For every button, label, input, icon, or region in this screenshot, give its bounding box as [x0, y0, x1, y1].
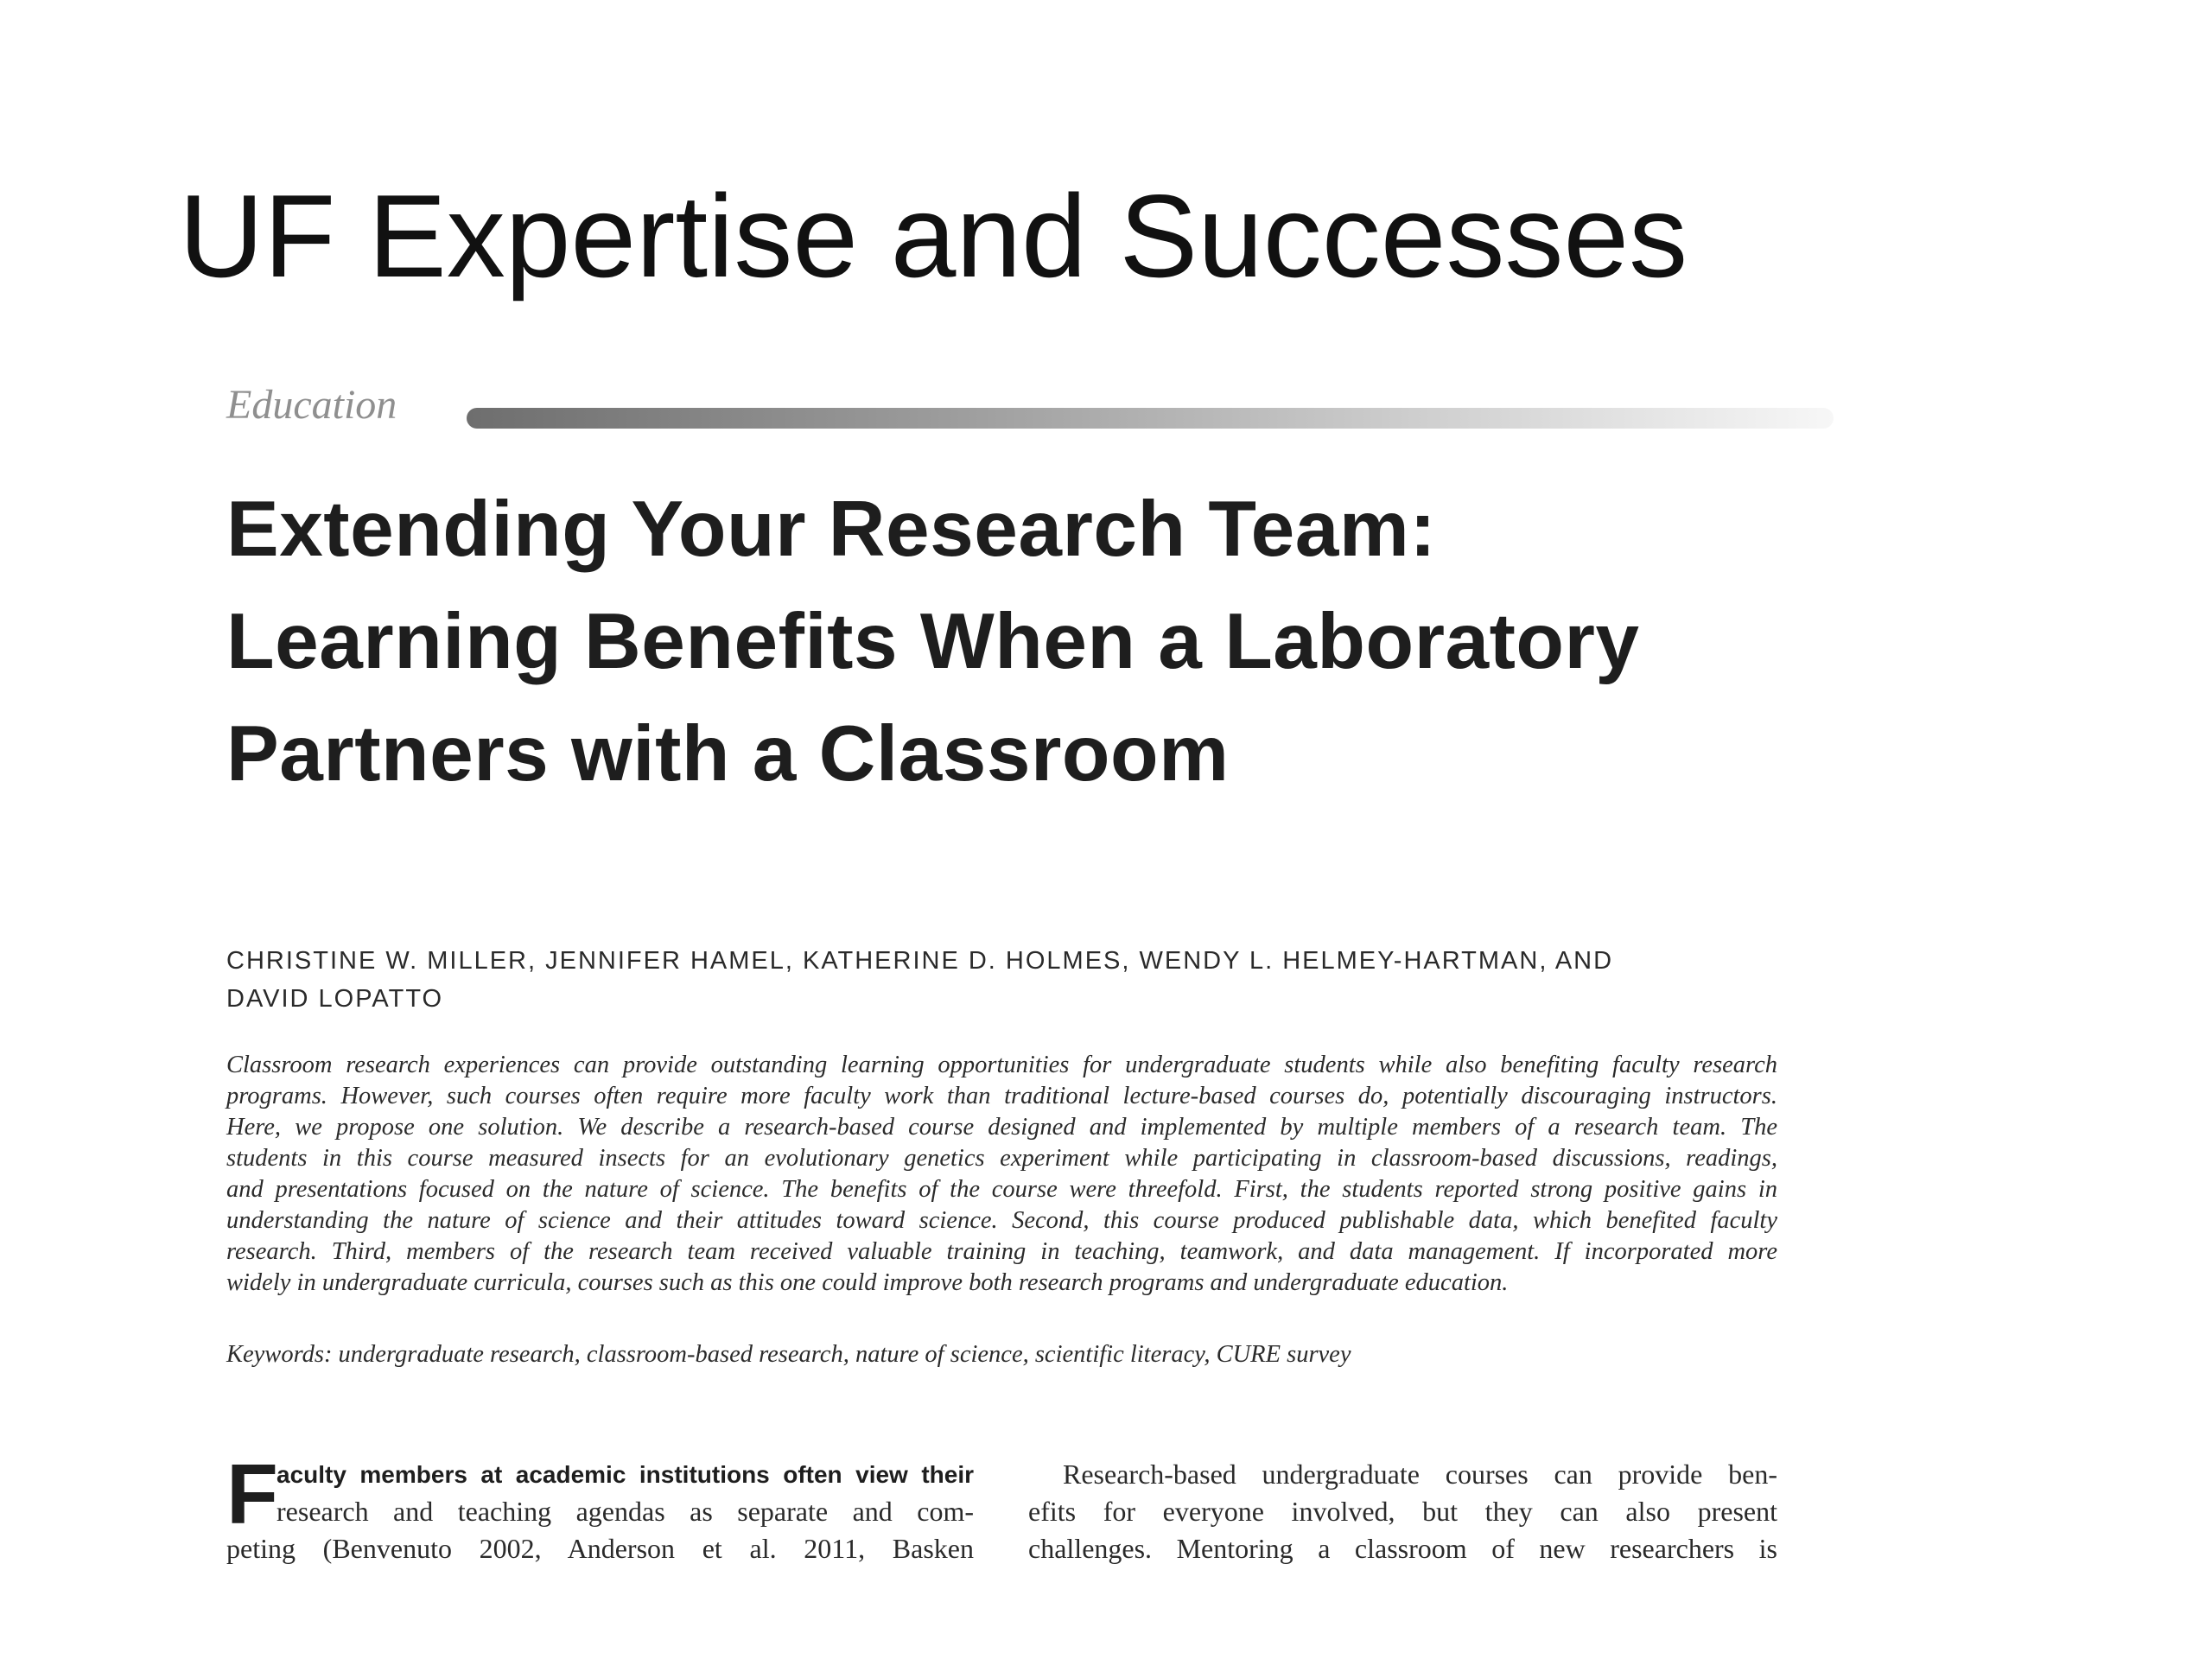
section-divider-bar — [467, 408, 1834, 429]
abstract-line: Classroom research experiences can provide outstanding learning opportunities for undergraduate students while also benefiting faculty research — [226, 1052, 1777, 1078]
section-label: Education — [226, 382, 397, 428]
author-list — [226, 942, 1834, 1018]
paper-page-image — [226, 372, 1834, 1564]
author-line: CHRISTINE W. MILLER, JENNIFER HAMEL, KATHERINE D. HOLMES, WENDY L. HELMEY-HARTMAN, AND — [226, 947, 1614, 975]
abstract-line: and presentations focused on the nature of science. The benefits of the course were threefold. First, the students reported strong positive gains in — [226, 1176, 1777, 1203]
article-title-line: Learning Benefits When a Laboratory — [226, 598, 1640, 685]
body-line: Research-based undergraduate courses can provide ben- — [1063, 1459, 1777, 1490]
abstract-line: understanding the nature of science and their attitudes toward science. Second, this course produced publishable data, which benefited faculty — [226, 1207, 1777, 1234]
abstract-line: students in this course measured insects for an evolutionary genetics experiment while participating in classroom-based discussions, readings, — [226, 1145, 1777, 1172]
body-line: research and teaching agendas as separate and com- — [276, 1496, 974, 1527]
body-line: efits for everyone involved, but they can also present — [1028, 1496, 1777, 1527]
slide-title: UF Expertise and Successes — [179, 170, 1688, 302]
drop-cap: F — [226, 1446, 278, 1541]
article-title-line: Extending Your Research Team: — [226, 486, 1437, 573]
section-header — [226, 382, 1834, 445]
abstract-line: Here, we propose one solution. We describe a research-based course designed and implemented by multiple members of a research team. The — [226, 1114, 1777, 1141]
author-line: DAVID LOPATTO — [226, 985, 444, 1013]
abstract — [226, 1050, 1777, 1299]
article-title-line: Partners with a Classroom — [226, 710, 1230, 798]
body-line: peting (Benvenuto 2002, Anderson et al. 2011, Basken — [226, 1533, 974, 1564]
abstract-line: programs. However, such courses often require more faculty work than traditional lecture-based courses do, potentially discouraging instructors. — [226, 1083, 1777, 1109]
body-lead-line: aculty members at academic institutions often view their — [276, 1461, 974, 1488]
abstract-line: widely in undergraduate curricula, courses such as this one could improve both research programs and undergraduate education. — [226, 1269, 1509, 1296]
abstract-line: research. Third, members of the research team received valuable training in teaching, teamwork, and data management. If incorporated more — [226, 1238, 1777, 1265]
article-title — [226, 474, 1834, 810]
body-line: challenges. Mentoring a classroom of new researchers is — [1028, 1533, 1777, 1564]
keywords: Keywords: undergraduate research, classroom-based research, nature of science, scientific literacy, CURE survey — [226, 1341, 1351, 1368]
